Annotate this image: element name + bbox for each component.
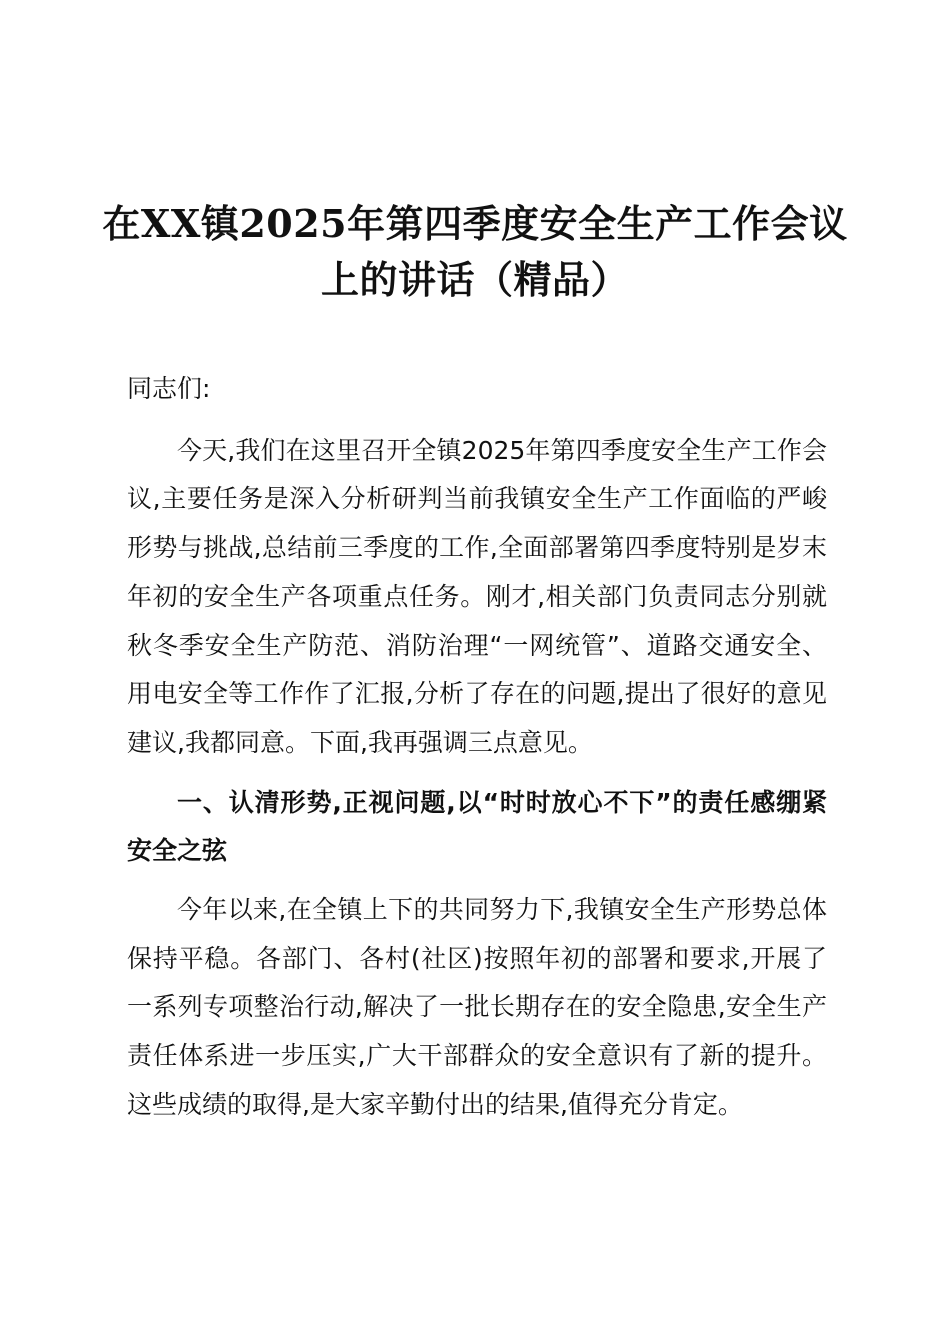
intro-paragraph: 今天,我们在这里召开全镇2025年第四季度安全生产工作会议,主要任务是深入分析研判当前我镇安全生产工作面临的严峻形势与挑战,总结前三季度的工作,全面部署第四季度特别是岁末年初的安全生产各项重点任务。刚才,相关部门负责同志分别就秋冬季安全生产防范、消防治理“一网统管”、道路交通安全、用电安全等工作作了汇报,分析了存在的问题,提出了很好的意见建议,我都同意。下面,我再强调三点意见。 [127,435,827,757]
section-paragraph: 今年以来,在全镇上下的共同努力下,我镇安全生产形势总体保持平稳。各部门、各村(社区)按照年初的部署和要求,开展了一系列专项整治行动,解决了一批长期存在的安全隐患,安全生产责任体系进一步压实,广大干部群众的安全意识有了新的提升。这些成绩的取得,是大家辛勤付出的结果,值得充分肯定。 [127,895,827,1119]
section-heading: 一、认清形势,正视问题,以“时时放心不下”的责任感绷紧安全之弦 [127,787,827,866]
salutation: 同志们: [127,374,211,403]
document-title: 在XX镇2025年第四季度安全生产工作会议上的讲话（精品） [102,201,848,302]
document-body [127,365,827,1130]
